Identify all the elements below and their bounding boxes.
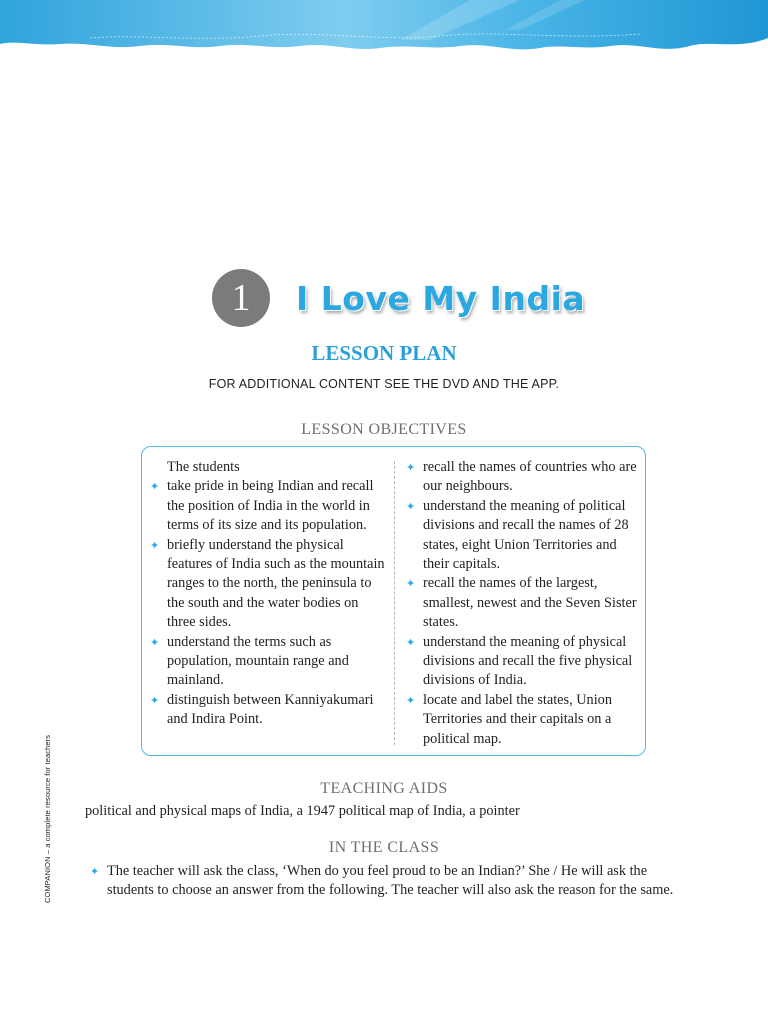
side-label: COMPANION – a complete resource for teachers: [43, 734, 52, 903]
objective-item: ✦ recall the names of the largest, smallest, newest and the Seven Sister states.: [406, 575, 637, 631]
objectives-intro: The students: [167, 459, 240, 475]
objective-item: ✦ take pride in being Indian and recall the position of India in the world in terms of its size and its population.: [150, 478, 374, 534]
diamond-star-bullet-icon: ✦: [150, 480, 160, 494]
diamond-star-bullet-icon: ✦: [150, 635, 160, 649]
objectives-left-column: [150, 458, 389, 730]
wave-banner: [0, 0, 768, 70]
diamond-star-bullet-icon: ✦: [406, 461, 416, 474]
chapter-header: [212, 268, 585, 328]
chapter-title: I Love My India: [296, 278, 586, 318]
class-activity-item: ✦ The teacher will ask the class, ‘When do you feel proud to be an Indian?’ She / He will ask the students to choose an answer from the following. The teacher will also ask the reason for the same.: [90, 863, 674, 899]
objective-item: ✦ understand the terms such as population, mountain range and mainland.: [150, 633, 349, 689]
diamond-star-bullet-icon: ✦: [90, 865, 100, 878]
diamond-star-bullet-icon: ✦: [406, 635, 416, 649]
objective-item: ✦ understand the meaning of political divisions and recall the names of 28 states, eight Union Territories and their capitals.: [406, 497, 629, 573]
diamond-star-bullet-icon: ✦: [406, 577, 416, 591]
objective-item: ✦ locate and label the states, Union Territories and their capitals on a political map.: [406, 691, 612, 747]
lesson-objectives-heading: LESSON OBJECTIVES: [301, 421, 467, 438]
objective-item: ✦ understand the meaning of physical divisions and recall the five physical divisions of India.: [406, 633, 633, 689]
objectives-box: [141, 446, 646, 756]
objectives-right-column: [406, 458, 638, 749]
diamond-star-bullet-icon: ✦: [150, 538, 160, 552]
diamond-star-bullet-icon: ✦: [406, 693, 416, 707]
dvd-note: FOR ADDITIONAL CONTENT SEE THE DVD AND THE APP.: [208, 377, 560, 391]
objective-item: ✦ distinguish between Kanniyakumari and Indira Point.: [150, 691, 374, 728]
objective-item: ✦ recall the names of countries who are our neighbours.: [406, 459, 637, 495]
in-the-class-heading: IN THE CLASS: [328, 839, 440, 856]
teaching-aids-text: political and physical maps of India, a 1947 political map of India, a pointer: [85, 803, 520, 819]
lesson-plan-heading: LESSON PLAN: [311, 341, 457, 365]
diamond-star-bullet-icon: ✦: [150, 693, 160, 707]
diamond-star-bullet-icon: ✦: [406, 499, 416, 513]
column-divider: [394, 461, 395, 745]
objective-item: ✦ briefly understand the physical features of India such as the mountain ranges to the north, the peninsula to the south and the water bodies on three sides.: [150, 536, 385, 631]
teaching-aids-heading: TEACHING AIDS: [320, 780, 448, 797]
chapter-number-badge: 1: [212, 269, 270, 327]
